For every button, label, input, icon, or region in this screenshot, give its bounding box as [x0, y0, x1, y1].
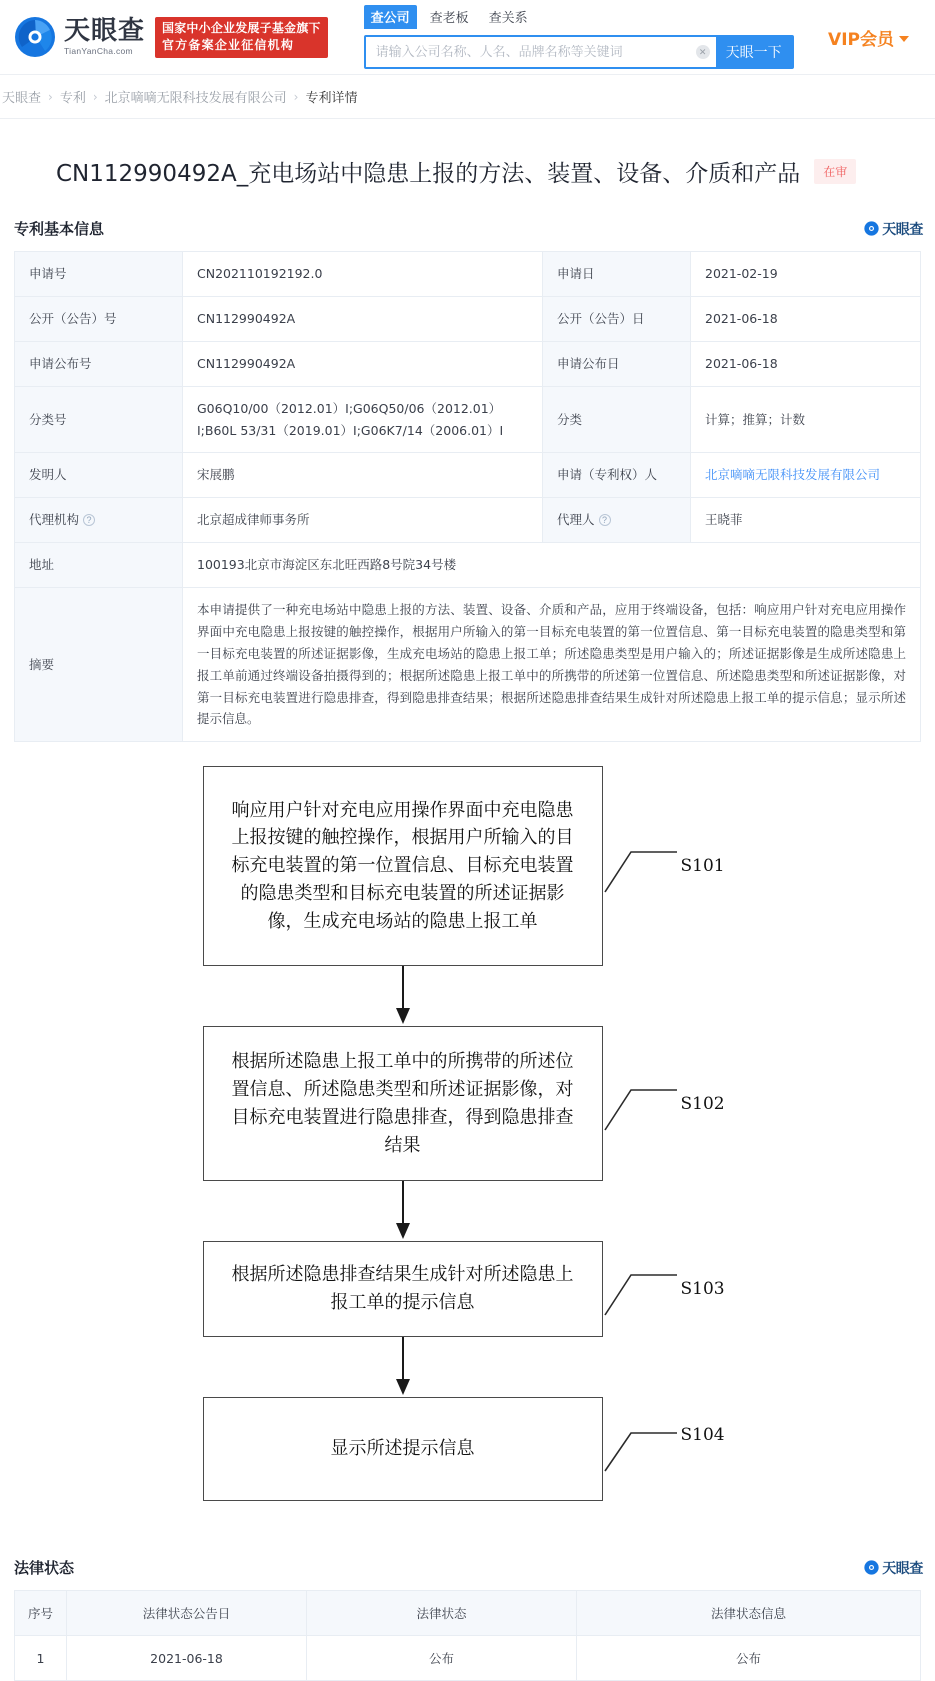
table-row — [15, 1636, 921, 1681]
legal-status-table — [14, 1590, 921, 1681]
patent-basic-info-table — [14, 251, 921, 742]
row-label-app-publication-date: 申请公布日 — [543, 341, 691, 386]
tianyancha-eye-logo-icon — [864, 1560, 879, 1575]
row-label-address: 地址 — [15, 543, 183, 588]
cell-status-info: 公布 — [577, 1636, 921, 1681]
breadcrumb-item-patent[interactable]: 专利 — [59, 91, 86, 106]
column-header-index: 序号 — [15, 1591, 67, 1636]
logo-text-cn: 天眼查 — [64, 16, 146, 47]
flow-step-s102-label-wrap — [603, 1026, 733, 1181]
arrow-down-icon — [395, 1181, 411, 1241]
column-header-status-info: 法律状态信息 — [577, 1591, 921, 1636]
patent-flowchart-figure — [14, 766, 921, 1511]
badge-line-2: 官方备案企业征信机构 — [162, 37, 295, 52]
row-value-classification-number: G06Q10/00（2012.01）I;G06Q50/06（2012.01）I;B60L 53/31（2019.01）I;G06K7/14（2006.01）I — [183, 386, 543, 453]
search-bar — [364, 35, 794, 69]
row-value-application-date: 2021-02-19 — [691, 252, 921, 297]
row-label-classification-number: 分类号 — [15, 386, 183, 453]
leader-line-icon — [603, 1074, 681, 1134]
row-label-agent — [543, 498, 691, 543]
table-header-row — [15, 1591, 921, 1636]
row-label-application-date: 申请日 — [543, 252, 691, 297]
row-value-abstract: 本申请提供了一种充电场站中隐患上报的方法、装置、设备、介质和产品，应用于终端设备，包括：响应用户针对充电应用操作界面中充电隐患上报按键的触控操作，根据用户所输入的第一目标充电装置的第一位置信息、第一目标充电装置的隐患类型和第一目标充电装置的所述证据影像，生成充电场站的隐患上报工单；所述隐患类型是用户输入的；所述证据影像是生成所述隐患上报工单前通过终端设备拍摄得到的；根据所述隐患上报工单中的所携带的所述第一位置信息、所述隐患类型和所述证据影像，对第一目标充电装置进行隐患排查，得到隐患排查结果；根据所述隐患排查结果生成针对所述隐患上报工单的提示信息；显示所述提示信息。 — [183, 588, 921, 742]
top-header-bar — [0, 0, 935, 75]
cell-announce-date: 2021-06-18 — [67, 1636, 307, 1681]
question-mark-icon[interactable]: ? — [599, 514, 611, 526]
tianyancha-eye-logo-icon — [864, 221, 879, 236]
table-row — [15, 386, 921, 453]
row-value-agent: 王晓菲 — [691, 498, 921, 543]
official-credential-badge — [155, 17, 328, 58]
row-value-app-publication-date: 2021-06-18 — [691, 341, 921, 386]
tab-search-relation[interactable]: 查关系 — [488, 11, 528, 26]
section-title-legal-status: 法律状态 — [14, 1559, 75, 1578]
table-row — [15, 296, 921, 341]
flow-step-s104-label-wrap — [603, 1397, 733, 1501]
cell-index: 1 — [15, 1636, 67, 1681]
row-value-app-publication-number: CN112990492A — [183, 341, 543, 386]
search-tabs — [364, 5, 794, 29]
row-label-agency — [15, 498, 183, 543]
flow-step-s104 — [203, 1397, 733, 1501]
flow-arrow-3 — [203, 1337, 603, 1397]
row-label-publication-date: 公开（公告）日 — [543, 296, 691, 341]
row-value-publication-date: 2021-06-18 — [691, 296, 921, 341]
table-row — [15, 498, 921, 543]
flow-step-s103-label-wrap — [603, 1241, 733, 1337]
flow-step-s101-label-wrap — [603, 766, 733, 966]
table-row — [15, 453, 921, 498]
vip-member-menu[interactable] — [828, 25, 917, 50]
row-value-publication-number: CN112990492A — [183, 296, 543, 341]
flow-arrow-2 — [203, 1181, 603, 1241]
question-mark-icon[interactable]: ? — [83, 514, 95, 526]
table-row — [15, 252, 921, 297]
row-value-agency: 北京超成律师事务所 — [183, 498, 543, 543]
page-title: CN112990492A_充电场站中隐患上报的方法、装置、设备、介质和产品 — [56, 161, 801, 187]
leader-line-icon — [603, 1419, 681, 1479]
flow-arrow-1 — [203, 966, 603, 1026]
search-zone — [364, 5, 794, 69]
leader-line-icon — [603, 836, 681, 896]
legal-status-section-header — [0, 1557, 935, 1590]
flow-step-s104-id: S104 — [680, 1424, 725, 1445]
row-label-agent-text: 代理人 — [557, 512, 595, 528]
row-value-applicant[interactable] — [691, 453, 921, 498]
row-value-application-number: CN202110192192.0 — [183, 252, 543, 297]
tab-search-company[interactable]: 查公司 — [364, 5, 417, 29]
tab-search-boss[interactable]: 查老板 — [429, 11, 469, 26]
flow-step-s104-box: 显示所述提示信息 — [203, 1397, 603, 1501]
flow-step-s103 — [203, 1241, 733, 1337]
table-row — [15, 543, 921, 588]
search-submit-button[interactable]: 天眼一下 — [716, 37, 792, 67]
section-title-basic-info: 专利基本信息 — [14, 220, 105, 238]
breadcrumb-separator-icon: › — [293, 89, 299, 104]
legal-status-section — [0, 1557, 935, 1681]
arrow-down-icon — [395, 966, 411, 1026]
flow-step-s103-id: S103 — [680, 1279, 725, 1300]
logo-text-en: TianYanCha.com — [64, 46, 133, 57]
applicant-company-link[interactable]: 北京嘀嘀无限科技发展有限公司 — [705, 467, 881, 483]
cell-status: 公布 — [307, 1636, 577, 1681]
breadcrumb-separator-icon: › — [92, 89, 98, 104]
chevron-down-icon — [899, 36, 909, 42]
row-value-inventor: 宋展鹏 — [183, 453, 543, 498]
flow-step-s103-box: 根据所述隐患排查结果生成针对所述隐患上报工单的提示信息 — [203, 1241, 603, 1337]
column-header-announce-date: 法律状态公告日 — [67, 1591, 307, 1636]
search-input[interactable] — [366, 37, 690, 67]
column-header-status: 法律状态 — [307, 1591, 577, 1636]
flow-step-s101-box: 响应用户针对充电应用操作界面中充电隐患上报按键的触控操作，根据用户所输入的目标充电装置的第一位置信息、目标充电装置的隐患类型和目标充电装置的所述证据影像，生成充电场站的隐患上报工单 — [203, 766, 603, 966]
breadcrumb-item-company[interactable]: 北京嘀嘀无限科技发展有限公司 — [104, 91, 287, 106]
row-value-classification: 计算；推算；计数 — [691, 386, 921, 453]
breadcrumb-item-home[interactable]: 天眼查 — [2, 91, 42, 106]
breadcrumb-item-current: 专利详情 — [305, 91, 358, 106]
vip-member-label: VIP会员 — [828, 29, 894, 50]
tianyancha-watermark — [864, 219, 923, 239]
basic-info-section-header — [0, 218, 935, 251]
flow-step-s102 — [203, 1026, 733, 1181]
row-label-classification: 分类 — [543, 386, 691, 453]
row-label-inventor: 发明人 — [15, 453, 183, 498]
table-row — [15, 588, 921, 742]
row-label-agency-text: 代理机构 — [29, 512, 80, 528]
tianyancha-eye-logo-icon — [14, 16, 56, 58]
badge-line-1: 国家中小企业发展子基金旗下 — [162, 20, 321, 35]
close-icon[interactable]: ✕ — [690, 37, 716, 67]
row-label-app-publication-number: 申请公布号 — [15, 341, 183, 386]
watermark-text: 天眼查 — [882, 221, 923, 238]
row-value-address: 100193北京市海淀区东北旺西路8号院34号楼 — [183, 543, 921, 588]
status-badge: 在审 — [814, 159, 856, 184]
watermark-text: 天眼查 — [882, 1560, 923, 1577]
leader-line-icon — [603, 1259, 681, 1319]
flow-step-s102-id: S102 — [680, 1093, 725, 1114]
row-label-publication-number: 公开（公告）号 — [15, 296, 183, 341]
table-row — [15, 341, 921, 386]
flow-step-s101 — [203, 766, 733, 966]
breadcrumb-separator-icon: › — [48, 89, 53, 104]
row-label-applicant: 申请（专利权）人 — [543, 453, 691, 498]
flow-step-s101-id: S101 — [680, 856, 725, 877]
row-label-abstract: 摘要 — [15, 588, 183, 742]
page-title-row — [0, 119, 935, 218]
breadcrumb — [0, 75, 935, 119]
flow-step-s102-box: 根据所述隐患上报工单中的所携带的所述位置信息、所述隐患类型和所述证据影像，对目标充电装置进行隐患排查，得到隐患排查结果 — [203, 1026, 603, 1181]
site-logo[interactable] — [14, 16, 145, 58]
row-label-application-number: 申请号 — [15, 252, 183, 297]
arrow-down-icon — [395, 1337, 411, 1397]
tianyancha-watermark — [864, 1558, 923, 1578]
